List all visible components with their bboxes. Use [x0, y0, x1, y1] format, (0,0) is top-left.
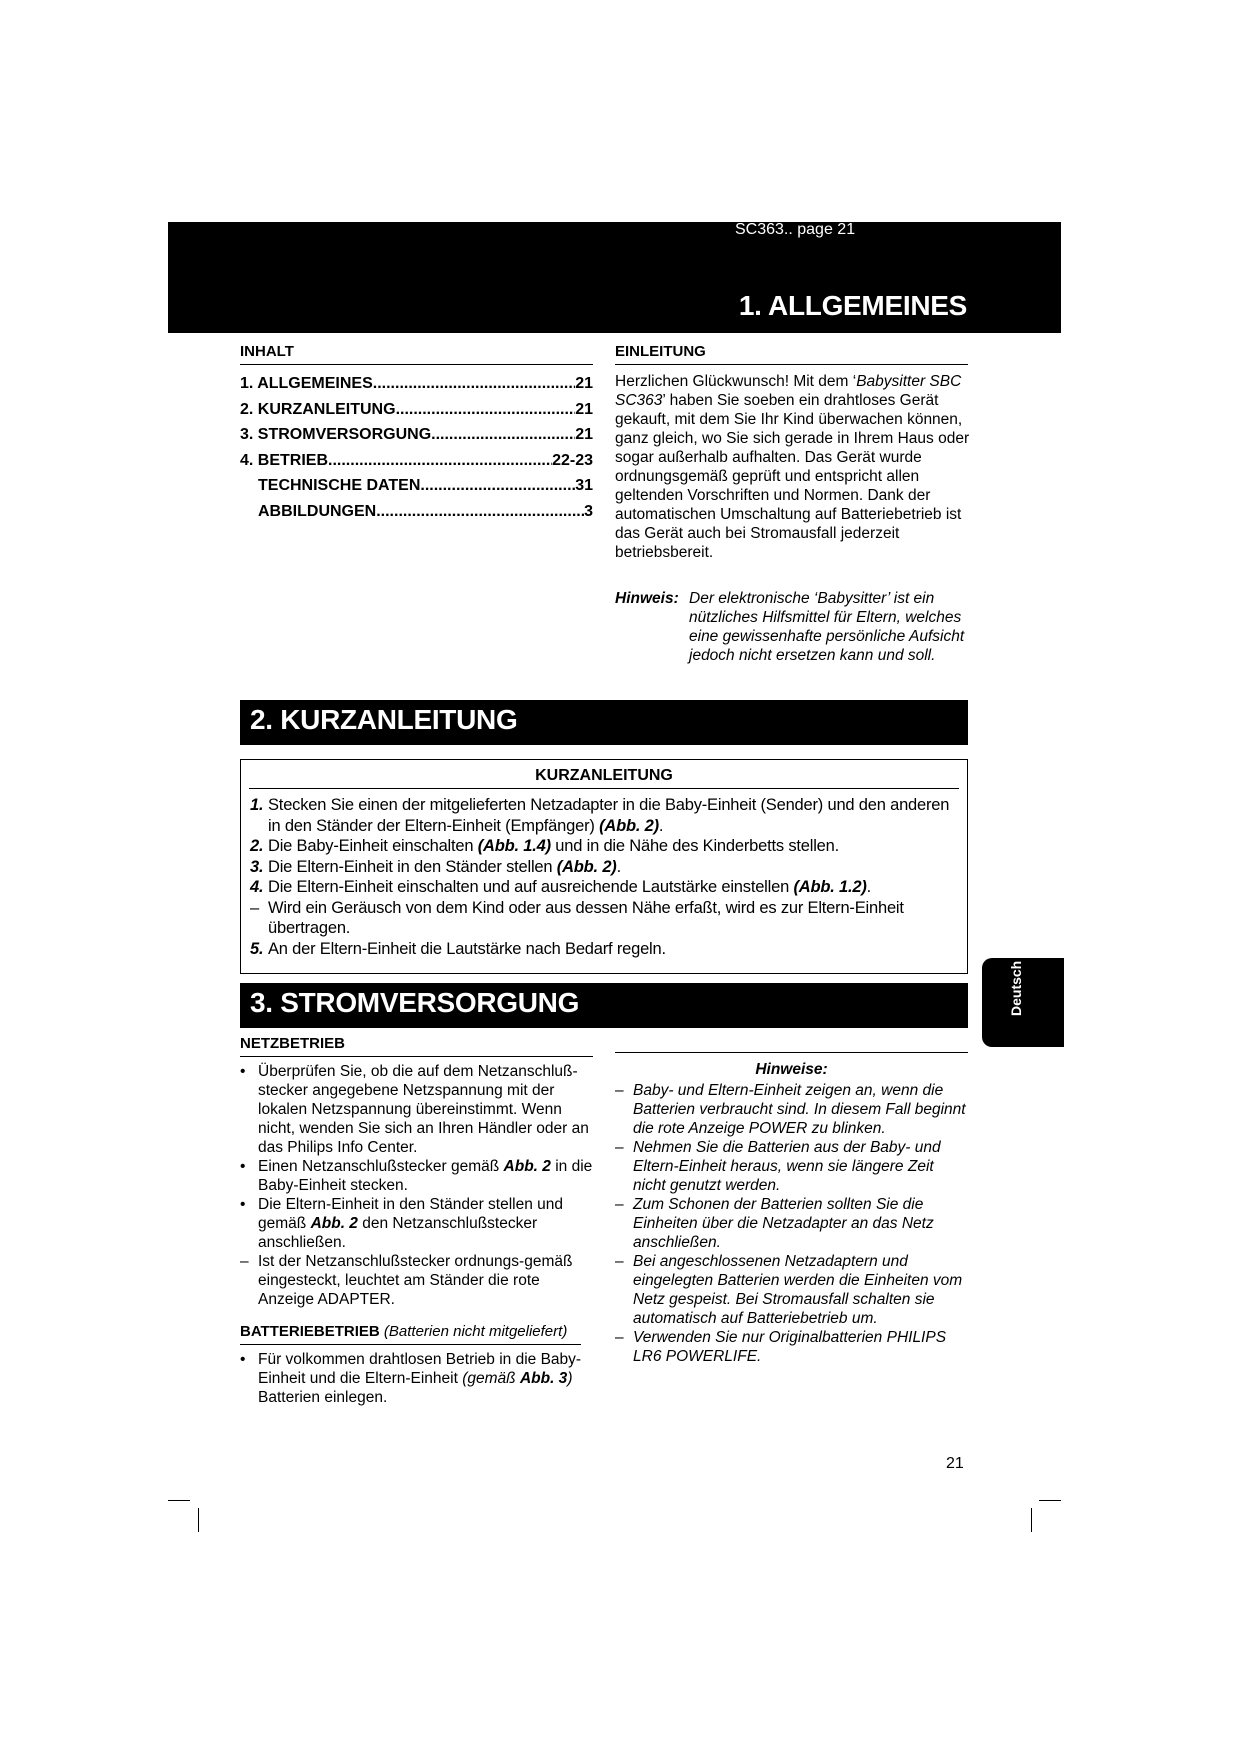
crop-mark: [168, 1500, 190, 1501]
toc-page: 22-23: [552, 451, 593, 469]
batteriebetrieb-rule: [240, 1344, 581, 1345]
crop-mark: [1039, 1500, 1061, 1501]
list-item: – Ist der Netzanschlußstecker ordnungs-gemäß eingesteckt, leuchtet am Ständer die rote Anzeige ADAPTER.: [240, 1253, 573, 1308]
toc-entry[interactable]: [240, 503, 593, 529]
toc-leader: [431, 426, 575, 444]
einleitung-rule: [615, 364, 968, 365]
list-item: 5. An der Eltern-Einheit die Lautstärke nach Bedarf regeln.: [250, 939, 666, 958]
list-item: 1. Stecken Sie einen der mitgelieferten Netzadapter in die Baby-Einheit (Sender) und den anderen in den Ständer der Eltern-Einheit (Empfänger) (Abb. 2).: [250, 796, 950, 835]
toc-page: 3: [584, 502, 593, 520]
list-item: – Baby- und Eltern-Einheit zeigen an, wenn die Batterien verbraucht sind. In diesem Fall beginnt die rote Anzeige POWER zu blinken.: [615, 1082, 966, 1137]
toc-leader: [328, 452, 552, 470]
quick-guide-list: [250, 795, 962, 959]
toc-label: 2. KURZANLEITUNG: [240, 400, 396, 418]
hinweise-rule: [615, 1052, 968, 1053]
list-item: • Für volkommen drahtlosen Betrieb in die Baby-Einheit und die Eltern-Einheit (gemäß Abb. 3) Batterien einlegen.: [240, 1351, 582, 1406]
quick-guide-box: [240, 759, 968, 974]
toc-leader: [376, 503, 584, 521]
section-bar-kurzanleitung: [240, 700, 968, 745]
toc-leader: [420, 477, 575, 495]
toc-label: 3. STROMVERSORGUNG: [240, 426, 432, 443]
toc-label: 4. BETRIEB: [240, 451, 329, 469]
toc-leader: [396, 401, 576, 419]
list-item: – Nehmen Sie die Batterien aus der Baby- und Eltern-Einheit heraus, wenn sie längere Zeit nicht genutzt werden.: [615, 1139, 941, 1194]
section-title: 2. KURZANLEITUNG: [250, 704, 518, 735]
toc-entry[interactable]: [240, 375, 593, 401]
inhalt-rule: [240, 364, 593, 365]
toc-page: 21: [575, 426, 593, 443]
hinweise-list: [615, 1081, 970, 1366]
list-item: – Wird ein Geräusch von dem Kind oder aus dessen Nähe erfaßt, wird es zur Eltern-Einheit übertragen.: [250, 898, 904, 937]
quick-guide-title: KURZANLEITUNG: [535, 767, 673, 784]
page-number: 21: [946, 1455, 964, 1472]
list-item: • Einen Netzanschlußstecker gemäß Abb. 2 in die Baby-Einheit stecken.: [240, 1158, 593, 1194]
batteriebetrieb-heading: BATTERIEBETRIEB (Batterien nicht mitgeliefert): [240, 1323, 568, 1340]
toc-page: 31: [575, 477, 593, 494]
section-bar-stromversorgung: [240, 983, 968, 1028]
hinweis-text: Der elektronische ‘Babysitter’ ist ein nützliches Hilfsmittel für Eltern, welches eine gewissenhafte persönliche Aufsicht jedoch nicht ersetzen kann und soll.: [689, 590, 965, 664]
netzbetrieb-heading: NETZBETRIEB: [240, 1035, 345, 1052]
section-title: 3. STROMVERSORGUNG: [250, 987, 580, 1018]
crop-mark: [198, 1508, 199, 1532]
toc-label: TECHNISCHE DATEN: [258, 477, 421, 494]
einleitung-heading: EINLEITUNG: [615, 343, 706, 360]
chapter-title: 1. ALLGEMEINES: [738, 290, 967, 321]
toc-label: ABBILDUNGEN: [258, 502, 377, 520]
language-tab: [982, 958, 1064, 1047]
crop-mark: [1039, 250, 1061, 251]
einleitung-text: Herzlichen Glückwunsch! Mit dem ‘Babysitter SBC SC363’ haben Sie soeben ein drahtloses Gerät gekauft, mit dem Sie Ihr Kind überwachen können, ganz gleich, wo Sie sich gerade in Ihrem Haus oder sogar außerhalb aufhalten. Das Gerät wurde ordnungsgemäß geprüft und entspricht allen geltenden Vorschriften und Normen. Dank der automatischen Umschaltung auf Batteriebetrieb ist das Gerät auch bei Stromausfall jederzeit betriebsbereit.: [615, 373, 970, 561]
crop-mark: [1031, 1508, 1032, 1532]
list-item: 2. Die Baby-Einheit einschalten (Abb. 1.4) und in die Nähe des Kinderbetts stellen.: [250, 837, 839, 855]
toc-entry[interactable]: [240, 401, 593, 427]
hinweise-heading: Hinweise:: [755, 1061, 828, 1078]
list-item: • Die Eltern-Einheit in den Ständer stellen und gemäß Abb. 2 den Netzanschlußstecker anschließen.: [240, 1196, 564, 1251]
toc-entry[interactable]: [240, 477, 593, 503]
einleitung-hinweis: [615, 589, 970, 665]
quick-guide-rule: [249, 788, 959, 789]
list-item: 3. Die Eltern-Einheit in den Ständer stellen (Abb. 2).: [250, 857, 621, 876]
toc-leader: [373, 375, 575, 393]
language-tab-label: Deutsch: [1008, 960, 1024, 1016]
list-item: • Überprüfen Sie, ob die auf dem Netzanschluß-stecker angegebene Netzspannung mit der lokalen Netzspannung übereinstimmt. Wenn nicht, wenden Sie sich an Ihren Händler oder an das Philips Info Center.: [240, 1063, 589, 1156]
crop-mark: [1031, 222, 1032, 246]
toc-label: 1. ALLGEMEINES: [240, 375, 373, 392]
toc-entry[interactable]: [240, 452, 593, 478]
toc-entry[interactable]: [240, 426, 593, 452]
toc-page: 21: [575, 375, 593, 392]
netzbetrieb-rule: [240, 1056, 593, 1057]
list-item: – Zum Schonen der Batterien sollten Sie die Einheiten über die Netzadapter an das Netz anschließen.: [615, 1196, 934, 1251]
batteriebetrieb-list: [240, 1350, 595, 1407]
table-of-contents: [240, 375, 593, 528]
netzbetrieb-list: [240, 1062, 595, 1309]
list-item: – Bei angeschlossenen Netzadaptern und eingelegten Batterien werden die Einheiten vom Netz gespeist. Bei Stromausfall schalten sie automatisch auf Batteriebetrieb um.: [615, 1253, 963, 1327]
list-item: – Verwenden Sie nur Originalbatterien PHILIPS LR6 POWERLIFE.: [615, 1329, 947, 1365]
list-item: 4. Die Eltern-Einheit einschalten und auf ausreichende Lautstärke einstellen (Abb. 1.2).: [250, 878, 872, 896]
page-reference: SC363.. page 21: [735, 221, 856, 238]
inhalt-heading: INHALT: [240, 343, 294, 360]
toc-page: 21: [575, 400, 593, 418]
hinweis-label: Hinweis:: [615, 590, 679, 607]
